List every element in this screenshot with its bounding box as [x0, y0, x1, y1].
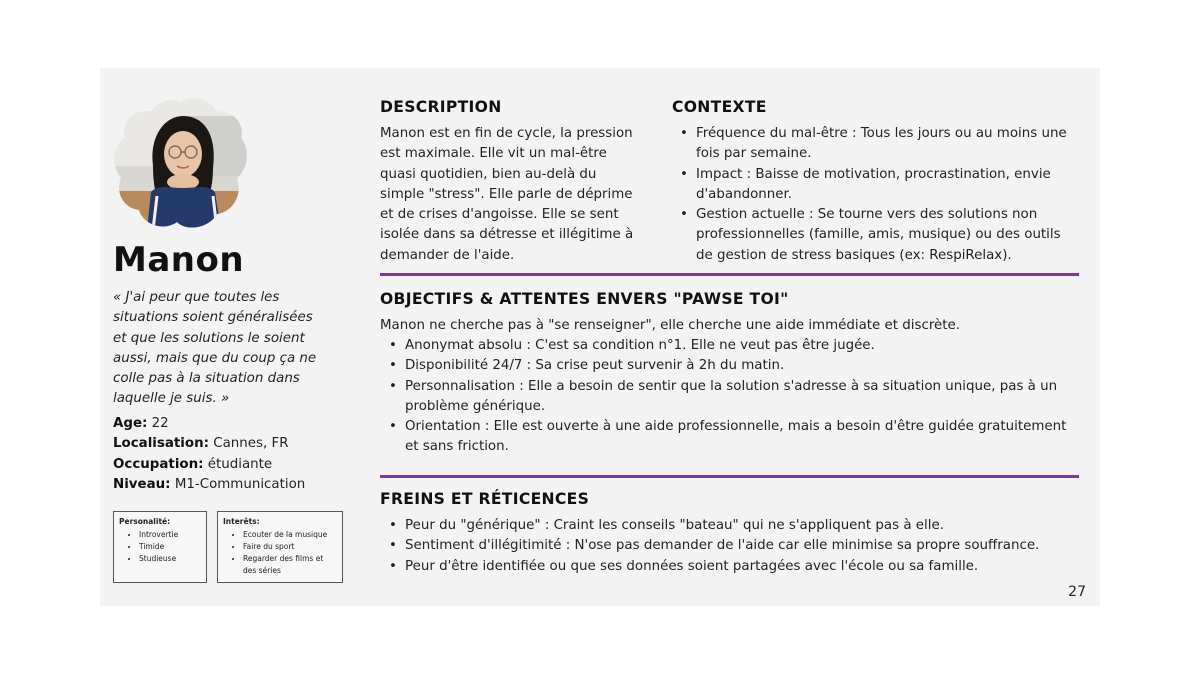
description-heading: DESCRIPTION [380, 98, 502, 116]
persona-photo [113, 96, 247, 230]
fact-value: Cannes, FR [213, 436, 289, 452]
interests-title: Interêts: [223, 517, 260, 526]
interest-item: • Ecouter de la musique [243, 529, 337, 541]
persona-card [100, 68, 1100, 606]
objectif-item: • Disponibilité 24/7 : Sa crise peut survenir à 2h du matin. [381, 356, 1071, 376]
contexte-heading: CONTEXTE [672, 98, 767, 116]
interest-item: • Faire du sport [243, 541, 337, 553]
interests-box [217, 511, 343, 583]
fact-label: Niveau: [113, 476, 171, 492]
fact-location [113, 434, 343, 454]
personality-item: • Introvertie [139, 529, 201, 541]
page-number: 27 [1068, 584, 1086, 600]
contexte-item: • Fréquence du mal-être : Tous les jours ou au moins une fois par semaine. [672, 124, 1077, 165]
section-divider [380, 475, 1079, 478]
personality-title: Personalité: [119, 517, 171, 526]
contexte-item: • Gestion actuelle : Se tourne vers des solutions non professionnelles (famille, amis, musique) ou des outils de gestion de stress basiques (ex: RespiRelax). [672, 205, 1077, 266]
persona-name: Manon [113, 240, 245, 280]
objectifs-intro: Manon ne cherche pas à "se renseigner", elle cherche une aide immédiate et discrète. [380, 318, 961, 333]
fact-value: M1-Communication [174, 476, 306, 492]
persona-quote: « J'ai peur que toutes les situations soient généralisées et que les solutions le soient aussi, mais que du coup ça ne colle pas à la situation dans laquelle je suis. » [113, 290, 317, 407]
frein-item: • Sentiment d'illégitimité : N'ose pas demander de l'aide car elle minimise sa propre souffrance. [381, 536, 1071, 556]
freins-list [381, 516, 1071, 577]
personality-item: • Timide [139, 541, 201, 553]
freins-heading: FREINS ET RÉTICENCES [380, 490, 590, 508]
objectifs-list [381, 336, 1071, 458]
contexte-list [672, 124, 1077, 266]
description-text: Manon est en fin de cycle, la pression est maximale. Elle vit un mal-être quasi quotidien, bien au-delà du simple "stress". Elle parle de déprime et de crises d'angoisse. Elle se sent isolée dans sa détresse et illégitime à demander de l'aide. [380, 126, 634, 263]
fact-value: étudiante [207, 456, 273, 472]
fact-label: Localisation: [113, 436, 209, 452]
personality-item: • Studieuse [139, 553, 201, 565]
fact-label: Occupation: [113, 456, 204, 472]
fact-age [113, 414, 343, 434]
objectif-item: • Anonymat absolu : C'est sa condition n°1. Elle ne veut pas être jugée. [381, 336, 1071, 356]
objectif-item: • Personnalisation : Elle a besoin de sentir que la solution s'adresse à sa situation unique, pas à un problème générique. [381, 377, 1071, 418]
objectifs-heading: OBJECTIFS & ATTENTES ENVERS "PAWSE TOI" [380, 290, 789, 308]
contexte-item: • Impact : Baisse de motivation, procrastination, envie d'abandonner. [672, 165, 1077, 206]
fact-level [113, 475, 343, 495]
frein-item: • Peur du "générique" : Craint les conseils "bateau" qui ne s'appliquent pas à elle. [381, 516, 1071, 536]
personality-box [113, 511, 207, 583]
section-divider [380, 273, 1079, 276]
fact-occupation [113, 455, 343, 475]
fact-value: 22 [151, 416, 169, 431]
fact-label: Age: [113, 416, 148, 431]
persona-facts [113, 414, 343, 495]
frein-item: • Peur d'être identifiée ou que ses données soient partagées avec l'école ou sa famille. [381, 557, 1071, 577]
interest-item: • Regarder des films et des séries [243, 553, 337, 577]
objectif-item: • Orientation : Elle est ouverte à une aide professionnelle, mais a besoin d'être guidée gratuitement et sans friction. [381, 417, 1071, 458]
